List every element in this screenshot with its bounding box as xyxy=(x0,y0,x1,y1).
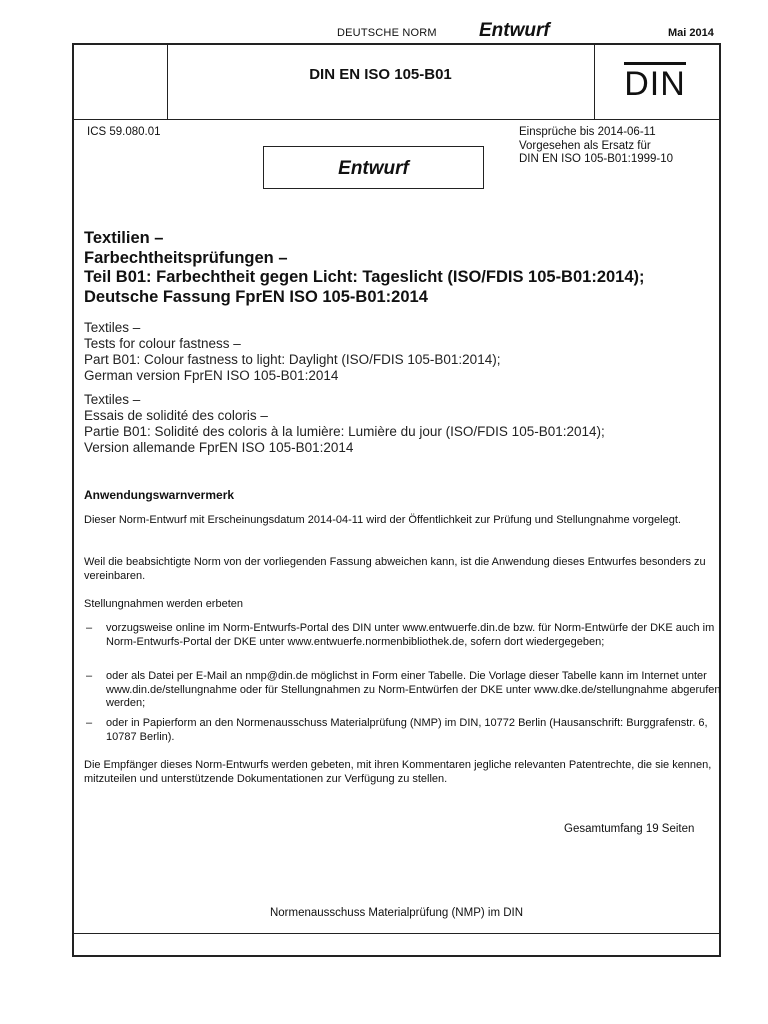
ics-code: ICS 59.080.01 xyxy=(87,126,161,138)
objection-info xyxy=(519,126,673,167)
title-line: Textiles – xyxy=(84,320,141,335)
status-label: Entwurf xyxy=(479,20,550,41)
draft-stamp: Entwurf xyxy=(263,146,484,189)
footer-divider xyxy=(72,933,721,934)
title-line: Textiles – xyxy=(84,392,141,407)
warning-paragraph-2: Weil die beabsichtigte Norm von der vorliegenden Fassung abweichen kann, ist die Anwendung dieses Entwurfes besonders zu vereinbaren. xyxy=(84,556,706,582)
title-german xyxy=(84,229,645,307)
title-line: Essais de solidité des coloris – xyxy=(84,408,268,423)
bullet-dash: – xyxy=(86,717,93,729)
title-line: Textilien – xyxy=(84,229,164,247)
title-line: Deutsche Fassung FprEN ISO 105-B01:2014 xyxy=(84,287,428,306)
page-count: Gesamtumfang 19 Seiten xyxy=(564,823,695,835)
bullet-text: oder in Papierform an den Normenausschuss Materialprüfung (NMP) im DIN, 10772 Berlin (Hausanschrift: Burggrafenstr. 6, 10787 Berlin). xyxy=(106,717,708,743)
title-french xyxy=(84,392,605,456)
bullet-dash: – xyxy=(86,670,93,682)
title-line: Tests for colour fastness – xyxy=(84,336,241,351)
bullet-text: vorzugsweise online im Norm-Entwurfs-Portal des DIN unter www.entwuerfe.din.de bzw. für Norm-Entwürfe der DKE auch im Norm-Entwurfs-Portal der DKE unter www.entwuerfe.normenbibliothek.de, sofern dort wiedergegeben; xyxy=(106,622,715,648)
warning-paragraph-1: Dieser Norm-Entwurf mit Erscheinungsdatum 2014-04-11 wird der Öffentlichkeit zur Prüfung und Stellungnahme vorgelegt. xyxy=(84,514,681,526)
header-right-divider xyxy=(594,44,595,119)
replaces-label: Vorgesehen als Ersatz für xyxy=(519,139,651,152)
warning-heading: Anwendungswarnvermerk xyxy=(84,488,235,502)
committee-name: Normenausschuss Materialprüfung (NMP) im DIN xyxy=(269,907,524,919)
title-line: Partie B01: Solidité des coloris à la lumière: Lumière du jour (ISO/FDIS 105-B01:2014); xyxy=(84,424,605,439)
document-number: DIN EN ISO 105-B01 xyxy=(309,66,452,83)
din-logo xyxy=(622,60,688,100)
publication-date: Mai 2014 xyxy=(668,27,714,39)
title-line: German version FprEN ISO 105-B01:2014 xyxy=(84,368,339,383)
title-line: Farbechtheitsprüfungen – xyxy=(84,248,288,267)
svg-text:DIN: DIN xyxy=(624,65,686,100)
replaced-standard: DIN EN ISO 105-B01:1999-10 xyxy=(519,153,674,165)
warning-paragraph-3: Stellungnahmen werden erbeten xyxy=(84,598,244,610)
bullet-dash: – xyxy=(86,622,93,634)
objection-deadline: Einsprüche bis 2014-06-11 xyxy=(519,126,656,138)
norm-type-label: DEUTSCHE NORM xyxy=(337,27,437,39)
warning-paragraph-4: Die Empfänger dieses Norm-Entwurfs werden gebeten, mit ihren Kommentaren jegliche relevanten Patentrechte, die sie kennen, mitzuteilen und unterstützende Dokumentationen zur Verfügung zu stellen. xyxy=(84,759,712,785)
bullet-text: oder als Datei per E-Mail an nmp@din.de möglichst in Form einer Tabelle. Die Vorlage dieser Tabelle kann im Internet unter www.din.de/stellungnahme oder für Stellungnahmen zu Norm-Entwürfen der DKE unter www.dke.de/stellungnahme abgerufen werden; xyxy=(106,670,721,709)
title-line: Teil B01: Farbechtheit gegen Licht: Tageslicht (ISO/FDIS 105-B01:2014); xyxy=(84,268,645,286)
title-line: Version allemande FprEN ISO 105-B01:2014 xyxy=(84,440,354,455)
title-line: Part B01: Colour fastness to light: Daylight (ISO/FDIS 105-B01:2014); xyxy=(84,352,501,367)
title-english xyxy=(84,320,500,384)
header-divider xyxy=(72,119,721,120)
